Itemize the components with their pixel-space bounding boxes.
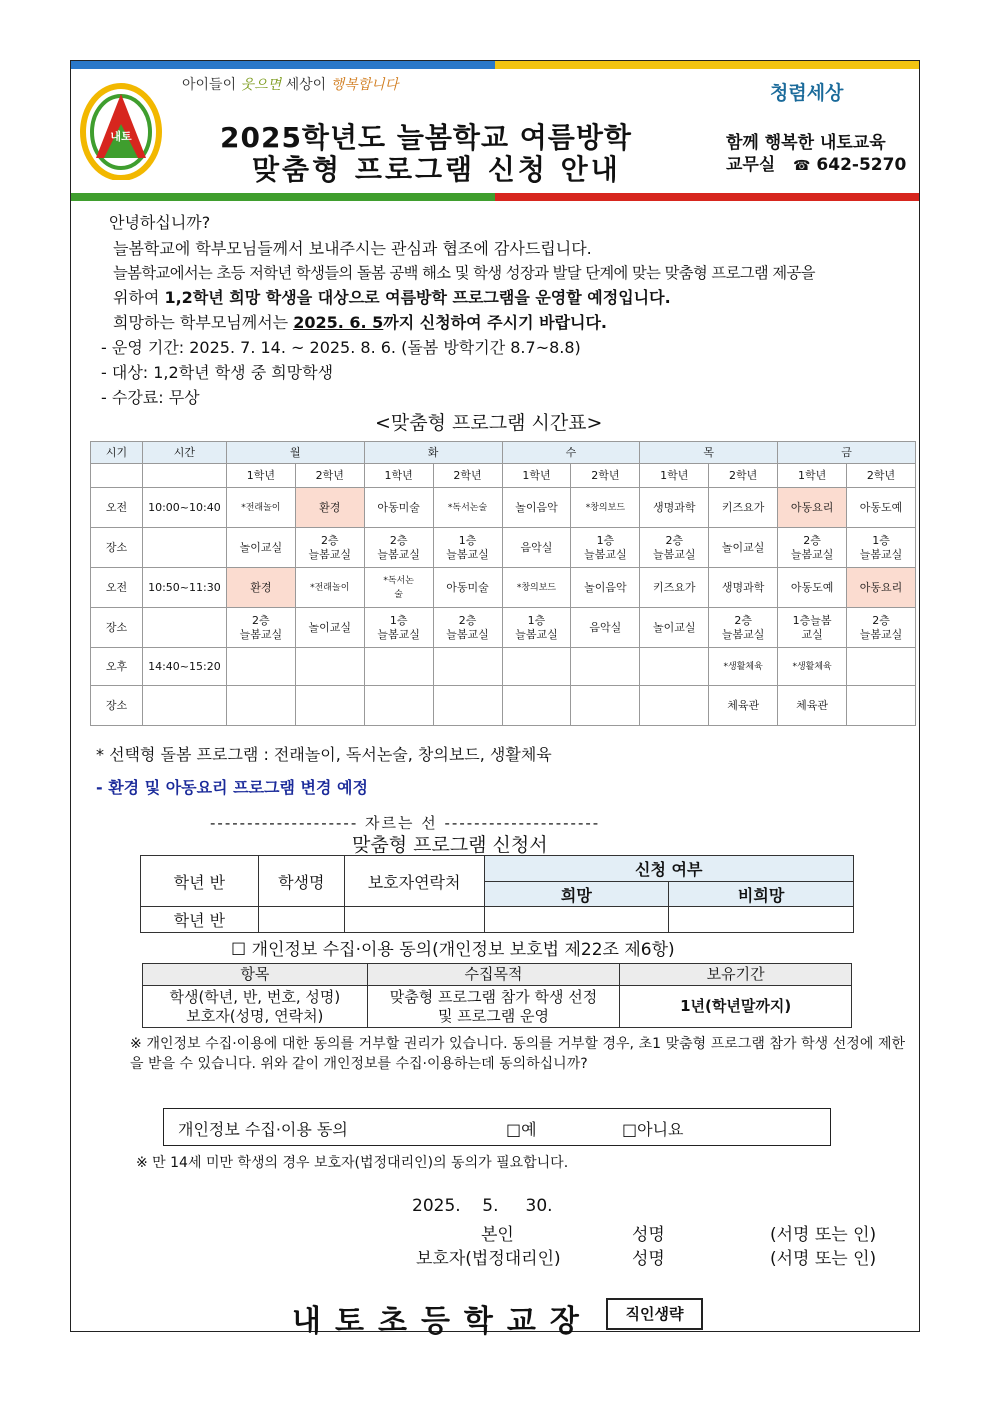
timetable-cell <box>226 686 295 726</box>
self-sign-hint: (서명 또는 인) <box>770 1225 877 1245</box>
timetable-cell: *생활체육 <box>778 648 847 686</box>
day-mon: 월 <box>226 442 364 464</box>
timetable-cell: 놀이음악 <box>571 568 640 608</box>
day-wed: 수 <box>502 442 640 464</box>
timetable-cell: 1층 늘봄교실 <box>502 608 571 648</box>
timetable-row <box>91 608 916 648</box>
timetable-cell: 아동도예 <box>847 488 916 528</box>
phone-icon: ☎ <box>793 158 811 174</box>
timetable-cell: *독서논술 <box>433 488 502 528</box>
header-name: 학생명 <box>258 856 344 907</box>
guardian-name-label: 성명 <box>632 1249 665 1269</box>
bullet-period: - 운영 기간: 2025. 7. 14. ~ 2025. 8. 6. (돌봄 방학기간 8.7~8.8) <box>101 338 581 357</box>
row-time <box>142 528 226 568</box>
timetable-cell: 2층 늘봄교실 <box>847 608 916 648</box>
header-apply: 신청 여부 <box>484 856 854 882</box>
grade-header: 2학년 <box>571 464 640 488</box>
row-period: 장소 <box>91 608 143 648</box>
timetable-cell: *전래놀이 <box>295 568 364 608</box>
timetable-cell: 음악실 <box>502 528 571 568</box>
row-period: 장소 <box>91 686 143 726</box>
row-time <box>142 608 226 648</box>
timetable-cell: 2층 늘봄교실 <box>226 608 295 648</box>
bullet-fee: - 수강료: 무상 <box>101 388 200 407</box>
row-period: 오후 <box>91 648 143 686</box>
minor-note: ※ 만 14세 미만 학생의 경우 보호자(법정대리인)의 동의가 필요합니다. <box>136 1155 569 1171</box>
timetable-cell <box>364 648 433 686</box>
privacy-purpose: 맞춤형 프로그램 참가 학생 선정 및 프로그램 운영 <box>367 986 620 1028</box>
timetable-cell: 1층늘봄 교실 <box>778 608 847 648</box>
class-field[interactable]: 학년 반 <box>141 907 259 933</box>
timetable-cell: 환경 <box>226 568 295 608</box>
timetable-cell <box>433 686 502 726</box>
timetable-cell: 2층 늘봄교실 <box>778 528 847 568</box>
cut-line: -------------------- 자르는 선 --------------------- <box>210 814 601 832</box>
apply-no-field[interactable] <box>669 907 854 933</box>
timetable-cell: 생명과학 <box>640 488 709 528</box>
form-title: 맞춤형 프로그램 신청서 <box>352 834 548 856</box>
timetable-cell <box>847 648 916 686</box>
intro-p3: 위하여 1,2학년 희망 학생을 대상으로 여름방학 프로그램을 운영할 예정입니다. <box>113 288 671 307</box>
bullet-target: - 대상: 1,2학년 학생 중 희망학생 <box>101 363 334 382</box>
grade-header: 1학년 <box>226 464 295 488</box>
self-name-label: 성명 <box>632 1225 665 1245</box>
timetable-cell: 1층 늘봄교실 <box>364 608 433 648</box>
row-time: 10:50~11:30 <box>142 568 226 608</box>
row-period: 장소 <box>91 528 143 568</box>
intro-p2: 늘봄학교에서는 초등 저학년 학생들의 돌봄 공백 해소 및 학생 성장과 발달 단계에 맞는 맞춤형 프로그램 제공을 <box>113 264 815 282</box>
timetable-cell <box>433 648 502 686</box>
grade-header: 1학년 <box>502 464 571 488</box>
timetable-cell: 키즈요가 <box>709 488 778 528</box>
greeting: 안녕하십니까? <box>109 213 211 232</box>
timetable-cell <box>502 648 571 686</box>
timetable-cell: 1층 늘봄교실 <box>433 528 502 568</box>
consent-yes-checkbox[interactable]: □예 <box>506 1120 537 1139</box>
org-name: 함께 행복한 내토교육 <box>726 133 886 153</box>
header-yes: 희망 <box>484 882 669 907</box>
intro-p4: 희망하는 학부모님께서는 2025. 6. 5까지 신청하여 주시기 바랍니다. <box>113 313 608 332</box>
day-fri: 금 <box>778 442 916 464</box>
timetable-cell: *생활체육 <box>709 648 778 686</box>
office-contact: 교무실 ☎ 642-5270 <box>726 155 907 175</box>
header-time: 시간 <box>142 442 226 464</box>
self-label: 본인 <box>481 1225 514 1245</box>
timetable-cell <box>571 648 640 686</box>
timetable-cell <box>295 648 364 686</box>
timetable-cell <box>640 648 709 686</box>
grade-header: 2학년 <box>709 464 778 488</box>
grade-header: 1학년 <box>640 464 709 488</box>
timetable-cell: 음악실 <box>571 608 640 648</box>
principal-name: 내토초등학교장 <box>292 1304 593 1339</box>
day-tue: 화 <box>364 442 502 464</box>
header-purpose: 수집목적 <box>367 964 620 986</box>
slogan: 아이들이 웃으면 세상이 행복합니다 <box>182 77 399 93</box>
privacy-retention: 1년(학년말까지) <box>620 986 852 1028</box>
timetable-cell: 아동도예 <box>778 568 847 608</box>
timetable-cell: 2층 늘봄교실 <box>364 528 433 568</box>
timetable-cell: 아동요리 <box>847 568 916 608</box>
row-period: 오전 <box>91 488 143 528</box>
header-no: 비희망 <box>669 882 854 907</box>
timetable-cell: 놀이음악 <box>502 488 571 528</box>
grade-header: 2학년 <box>295 464 364 488</box>
grade-header: 2학년 <box>433 464 502 488</box>
timetable-cell: 놀이교실 <box>640 608 709 648</box>
timetable-title: <맞춤형 프로그램 시간표> <box>375 412 603 434</box>
timetable-row <box>91 488 916 528</box>
timetable-cell: *창의보드 <box>571 488 640 528</box>
guardian-sign-hint: (서명 또는 인) <box>770 1249 877 1269</box>
guardian-label: 보호자(법정대리인) <box>416 1249 561 1269</box>
consent-no-checkbox[interactable]: □아니요 <box>622 1120 684 1139</box>
timetable-cell: 2층 늘봄교실 <box>433 608 502 648</box>
timetable-cell <box>571 686 640 726</box>
timetable-row <box>91 568 916 608</box>
timetable-cell <box>502 686 571 726</box>
timetable-cell <box>364 686 433 726</box>
timetable-row <box>91 648 916 686</box>
timetable-row <box>91 528 916 568</box>
consent-title: ☐ 개인정보 수집·이용 동의(개인정보 보호법 제22조 제6항) <box>231 940 675 960</box>
logo-text: 내토 <box>110 130 132 143</box>
timetable-row <box>91 686 916 726</box>
row-period: 오전 <box>91 568 143 608</box>
timetable-cell: 1층 늘봄교실 <box>571 528 640 568</box>
timetable-cell: 1층 늘봄교실 <box>847 528 916 568</box>
header-period: 시기 <box>91 442 143 464</box>
student-name-field[interactable] <box>258 907 344 933</box>
brand-logo: 청렴세상 <box>770 82 844 104</box>
timetable-cell <box>640 686 709 726</box>
grade-header: 1학년 <box>778 464 847 488</box>
timetable-cell: 아동요리 <box>778 488 847 528</box>
timetable-cell: 아동미술 <box>433 568 502 608</box>
row-time: 10:00~10:40 <box>142 488 226 528</box>
page-title-line1: 2025학년도 늘봄학교 여름방학 <box>220 121 632 154</box>
consent-box <box>163 1108 831 1146</box>
day-thu: 목 <box>640 442 778 464</box>
grade-header: 1학년 <box>364 464 433 488</box>
timetable <box>90 441 916 726</box>
privacy-table <box>142 963 852 1028</box>
header-retention: 보유기간 <box>620 964 852 986</box>
timetable-cell: 체육관 <box>778 686 847 726</box>
timetable-cell: 2층 늘봄교실 <box>709 608 778 648</box>
guardian-contact-field[interactable] <box>344 907 484 933</box>
school-logo-icon <box>80 80 162 180</box>
optional-note: * 선택형 돌봄 프로그램 : 전래놀이, 독서논술, 창의보드, 생활체육 <box>96 745 552 764</box>
change-note: - 환경 및 아동요리 프로그램 변경 예정 <box>96 778 368 797</box>
intro-p1: 늘봄학교에 학부모님들께서 보내주시는 관심과 협조에 감사드립니다. <box>113 239 592 258</box>
timetable-cell: 2층 늘봄교실 <box>640 528 709 568</box>
timetable-cell: 생명과학 <box>709 568 778 608</box>
timetable-cell: 2층 늘봄교실 <box>295 528 364 568</box>
header-contact: 보호자연락처 <box>344 856 484 907</box>
apply-yes-field[interactable] <box>484 907 669 933</box>
header-item: 항목 <box>143 964 368 986</box>
timetable-cell: 아동미술 <box>364 488 433 528</box>
timetable-cell <box>226 648 295 686</box>
row-time: 14:40~15:20 <box>142 648 226 686</box>
timetable-cell: *창의보드 <box>502 568 571 608</box>
timetable-cell: 체육관 <box>709 686 778 726</box>
timetable-cell: 놀이교실 <box>295 608 364 648</box>
sign-date: 2025. 5. 30. <box>412 1196 553 1216</box>
timetable-cell: 놀이교실 <box>226 528 295 568</box>
row-time <box>142 686 226 726</box>
timetable-cell: *전래놀이 <box>226 488 295 528</box>
grade-header: 2학년 <box>847 464 916 488</box>
consent-label: 개인정보 수집·이용 동의 <box>178 1120 348 1139</box>
timetable-cell: 키즈요가 <box>640 568 709 608</box>
application-table <box>140 855 854 933</box>
timetable-cell <box>295 686 364 726</box>
timetable-cell: 환경 <box>295 488 364 528</box>
stamp-omitted: 직인생략 <box>606 1298 703 1330</box>
timetable-cell: 놀이교실 <box>709 528 778 568</box>
header-class: 학년 반 <box>141 856 259 907</box>
privacy-items: 학생(학년, 반, 번호, 성명) 보호자(성명, 연락처) <box>143 986 368 1028</box>
privacy-warning: ※ 개인정보 수집·이용에 대한 동의를 거부할 권리가 있습니다. 동의를 거부할 경우, 초1 맞춤형 프로그램 참가 학생 선정에 제한을 받을 수 있습니다. 위와 같이 개인정보를 수집·이용하는데 동의하십니까? <box>130 1036 905 1072</box>
timetable-cell <box>847 686 916 726</box>
timetable-cell: *독서논 술 <box>364 568 433 608</box>
page-title-line2: 맞춤형 프로그램 신청 안내 <box>252 153 621 186</box>
